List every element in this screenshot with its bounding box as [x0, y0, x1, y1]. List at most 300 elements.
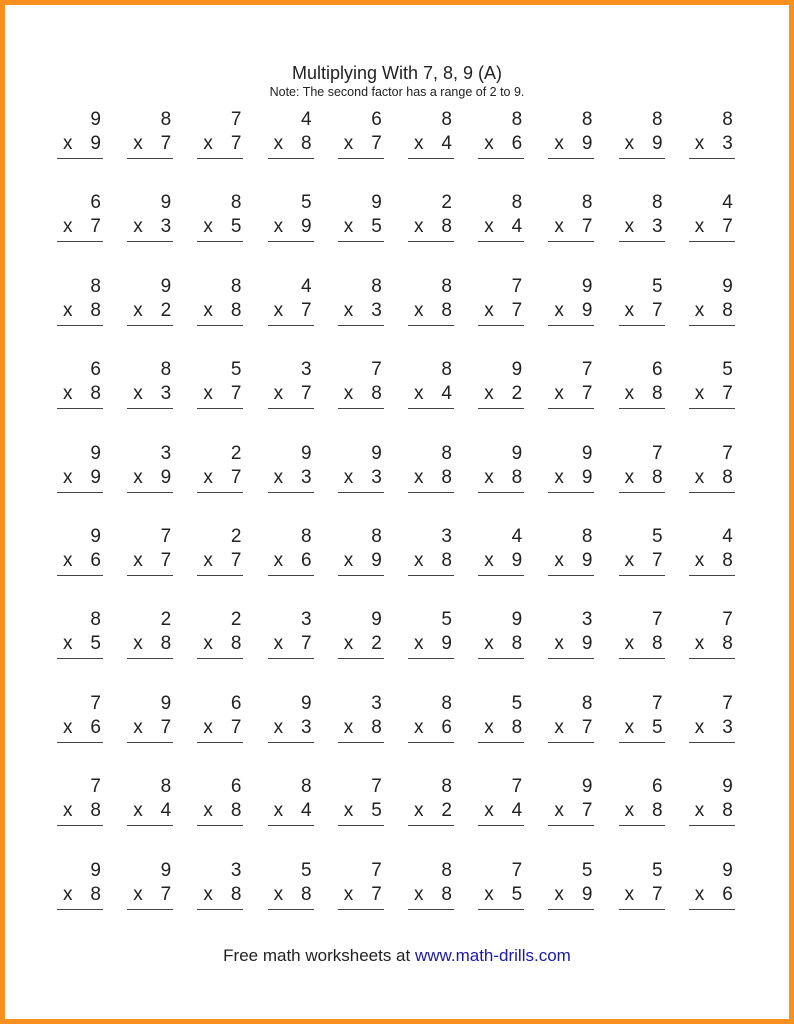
- answer-line: [689, 492, 735, 493]
- multiply-sign: x: [554, 383, 564, 405]
- second-factor: 7: [722, 216, 733, 238]
- first-factor: 7: [160, 525, 172, 547]
- second-factor: 6: [441, 716, 452, 738]
- multiplication-problem: [548, 691, 594, 753]
- multiplication-problem: [197, 774, 243, 836]
- first-factor: 4: [301, 109, 312, 130]
- multiply-sign: x: [554, 299, 564, 321]
- first-factor: 2: [230, 609, 242, 631]
- multiply-sign: x: [63, 633, 73, 655]
- second-factor: 9: [511, 549, 523, 571]
- multiplication-problem: [338, 858, 384, 920]
- first-factor: 6: [230, 692, 242, 714]
- first-factor: 9: [301, 442, 312, 464]
- multiply-sign: x: [624, 216, 635, 238]
- first-factor: 9: [722, 859, 733, 881]
- answer-line: [268, 158, 314, 159]
- multiply-sign: x: [203, 133, 213, 154]
- second-factor: 9: [581, 883, 593, 905]
- first-factor: 8: [371, 525, 382, 547]
- multiply-sign: x: [63, 299, 73, 321]
- second-factor: 7: [652, 549, 663, 571]
- answer-line: [408, 241, 454, 242]
- first-factor: 8: [581, 109, 593, 130]
- multiply-sign: x: [554, 800, 564, 822]
- multiply-sign: x: [133, 633, 143, 655]
- first-factor: 8: [441, 692, 452, 714]
- multiply-sign: x: [343, 633, 354, 655]
- multiply-sign: x: [484, 466, 494, 488]
- multiplication-problem: [548, 607, 594, 669]
- multiplication-problem: [268, 524, 314, 586]
- multiplication-problem: [689, 691, 735, 753]
- first-factor: 4: [301, 275, 312, 297]
- multiply-sign: x: [343, 466, 354, 488]
- multiply-sign: x: [414, 216, 424, 238]
- answer-line: [268, 492, 314, 493]
- multiply-sign: x: [63, 549, 73, 571]
- second-factor: 8: [652, 466, 663, 488]
- answer-line: [338, 408, 384, 409]
- answer-line: [338, 658, 384, 659]
- second-factor: 7: [230, 133, 242, 154]
- multiply-sign: x: [203, 549, 213, 571]
- multiplication-problem: [57, 524, 103, 586]
- second-factor: 4: [301, 800, 312, 822]
- first-factor: 6: [371, 109, 382, 130]
- answer-line: [408, 575, 454, 576]
- first-factor: 3: [581, 609, 593, 631]
- multiplication-problem: [57, 357, 103, 419]
- answer-line: [197, 408, 243, 409]
- first-factor: 3: [230, 859, 242, 881]
- multiply-sign: x: [133, 716, 143, 738]
- first-factor: 8: [160, 109, 172, 130]
- second-factor: 8: [511, 633, 523, 655]
- multiplication-problem: [57, 858, 103, 920]
- multiply-sign: x: [343, 549, 354, 571]
- answer-line: [408, 492, 454, 493]
- multiplication-problem: [478, 441, 524, 503]
- multiplication-problem: [619, 274, 665, 336]
- first-factor: 8: [441, 859, 452, 881]
- multiply-sign: x: [624, 383, 635, 405]
- answer-line: [689, 158, 735, 159]
- answer-line: [408, 825, 454, 826]
- multiply-sign: x: [484, 549, 494, 571]
- answer-line: [57, 825, 103, 826]
- multiplication-problem: [408, 190, 454, 252]
- second-factor: 3: [160, 216, 172, 238]
- first-factor: 7: [652, 609, 663, 631]
- multiply-sign: x: [624, 716, 635, 738]
- answer-line: [548, 158, 594, 159]
- multiply-sign: x: [133, 383, 143, 405]
- answer-line: [57, 909, 103, 910]
- first-factor: 6: [652, 776, 663, 798]
- first-factor: 7: [652, 692, 663, 714]
- second-factor: 7: [160, 133, 172, 154]
- multiplication-problem: [127, 858, 173, 920]
- multiplication-problem: [268, 274, 314, 336]
- multiply-sign: x: [63, 800, 73, 822]
- second-factor: 9: [301, 216, 312, 238]
- multiplication-problem: [268, 774, 314, 836]
- multiply-sign: x: [554, 466, 564, 488]
- answer-line: [689, 742, 735, 743]
- second-factor: 8: [722, 466, 733, 488]
- multiplication-problem: [127, 441, 173, 503]
- multiply-sign: x: [554, 716, 564, 738]
- multiplication-problem: [57, 774, 103, 836]
- multiplication-problem: [478, 858, 524, 920]
- first-factor: 3: [301, 609, 312, 631]
- problem-row: [57, 441, 737, 524]
- second-factor: 8: [371, 716, 382, 738]
- multiplication-problem: [197, 858, 243, 920]
- answer-line: [548, 492, 594, 493]
- multiply-sign: x: [694, 633, 705, 655]
- multiply-sign: x: [694, 299, 705, 321]
- first-factor: 9: [160, 859, 172, 881]
- multiply-sign: x: [694, 216, 705, 238]
- first-factor: 9: [371, 442, 382, 464]
- second-factor: 9: [90, 133, 101, 154]
- multiplication-problem: [619, 607, 665, 669]
- answer-line: [127, 408, 173, 409]
- multiplication-problem: [57, 190, 103, 252]
- second-factor: 6: [301, 549, 312, 571]
- second-factor: 8: [652, 800, 663, 822]
- second-factor: 6: [90, 549, 101, 571]
- first-factor: 7: [511, 776, 523, 798]
- first-factor: 5: [652, 275, 663, 297]
- second-factor: 3: [301, 716, 312, 738]
- answer-line: [478, 492, 524, 493]
- answer-line: [619, 241, 665, 242]
- answer-line: [478, 325, 524, 326]
- answer-line: [127, 158, 173, 159]
- second-factor: 5: [371, 216, 382, 238]
- first-factor: 8: [160, 776, 172, 798]
- multiplication-problem: [478, 107, 524, 169]
- second-factor: 8: [301, 133, 312, 154]
- multiply-sign: x: [63, 466, 73, 488]
- multiply-sign: x: [414, 883, 424, 905]
- second-factor: 8: [371, 383, 382, 405]
- multiply-sign: x: [63, 133, 73, 154]
- multiply-sign: x: [133, 299, 143, 321]
- problem-row: [57, 274, 737, 357]
- answer-line: [619, 325, 665, 326]
- answer-line: [548, 575, 594, 576]
- second-factor: 9: [160, 466, 172, 488]
- multiplication-problem: [478, 524, 524, 586]
- multiplication-problem: [197, 107, 243, 169]
- multiplication-problem: [548, 524, 594, 586]
- multiply-sign: x: [624, 299, 635, 321]
- multiplication-problem: [689, 274, 735, 336]
- multiply-sign: x: [343, 299, 354, 321]
- second-factor: 8: [511, 716, 523, 738]
- answer-line: [689, 241, 735, 242]
- multiply-sign: x: [624, 466, 635, 488]
- answer-line: [548, 408, 594, 409]
- multiply-sign: x: [694, 383, 705, 405]
- problem-row: [57, 357, 737, 440]
- first-factor: 8: [301, 776, 312, 798]
- multiplication-problem: [619, 691, 665, 753]
- second-factor: 3: [722, 133, 733, 154]
- second-factor: 7: [160, 549, 172, 571]
- first-factor: 5: [652, 525, 663, 547]
- first-factor: 8: [301, 525, 312, 547]
- answer-line: [197, 241, 243, 242]
- multiplication-problem: [689, 441, 735, 503]
- first-factor: 5: [511, 692, 523, 714]
- first-factor: 9: [90, 109, 101, 130]
- answer-line: [689, 408, 735, 409]
- answer-line: [408, 658, 454, 659]
- second-factor: 7: [160, 716, 172, 738]
- first-factor: 9: [90, 859, 101, 881]
- answer-line: [57, 408, 103, 409]
- answer-line: [689, 575, 735, 576]
- answer-line: [689, 658, 735, 659]
- first-factor: 7: [511, 275, 523, 297]
- answer-line: [268, 575, 314, 576]
- multiplication-problem: [619, 107, 665, 169]
- multiplication-problem: [338, 107, 384, 169]
- second-factor: 7: [581, 216, 593, 238]
- multiply-sign: x: [694, 549, 705, 571]
- answer-line: [338, 825, 384, 826]
- first-factor: 9: [90, 525, 101, 547]
- multiplication-problem: [127, 274, 173, 336]
- first-factor: 9: [371, 192, 382, 214]
- multiplication-problem: [408, 607, 454, 669]
- multiply-sign: x: [414, 466, 424, 488]
- multiply-sign: x: [624, 800, 635, 822]
- multiplication-problem: [619, 774, 665, 836]
- multiply-sign: x: [484, 716, 494, 738]
- multiplication-problem: [619, 357, 665, 419]
- second-factor: 2: [511, 383, 523, 405]
- second-factor: 9: [652, 133, 663, 154]
- math-drills-link[interactable]: www.math-drills.com: [414, 946, 571, 965]
- first-factor: 7: [90, 776, 101, 798]
- multiplication-problem: [127, 774, 173, 836]
- first-factor: 9: [581, 442, 593, 464]
- second-factor: 7: [301, 299, 312, 321]
- second-factor: 4: [511, 800, 523, 822]
- answer-line: [408, 408, 454, 409]
- first-factor: 9: [581, 275, 593, 297]
- first-factor: 3: [441, 525, 452, 547]
- multiply-sign: x: [624, 133, 635, 154]
- multiply-sign: x: [694, 800, 705, 822]
- first-factor: 4: [722, 525, 733, 547]
- answer-line: [197, 575, 243, 576]
- answer-line: [689, 909, 735, 910]
- answer-line: [548, 909, 594, 910]
- multiply-sign: x: [414, 299, 424, 321]
- second-factor: 4: [441, 383, 452, 405]
- answer-line: [548, 825, 594, 826]
- multiply-sign: x: [414, 633, 424, 655]
- answer-line: [338, 241, 384, 242]
- first-factor: 8: [441, 359, 452, 381]
- second-factor: 7: [511, 299, 523, 321]
- answer-line: [619, 492, 665, 493]
- multiplication-problem: [197, 607, 243, 669]
- multiply-sign: x: [414, 549, 424, 571]
- first-factor: 2: [230, 442, 242, 464]
- first-factor: 7: [371, 776, 382, 798]
- first-factor: 4: [722, 192, 733, 214]
- multiplication-problem: [197, 190, 243, 252]
- multiply-sign: x: [624, 633, 635, 655]
- first-factor: 9: [722, 275, 733, 297]
- multiplication-problem: [197, 524, 243, 586]
- second-factor: 8: [90, 383, 101, 405]
- first-factor: 2: [230, 525, 242, 547]
- answer-line: [197, 825, 243, 826]
- footer: [5, 945, 789, 967]
- second-factor: 8: [230, 299, 242, 321]
- multiply-sign: x: [273, 549, 284, 571]
- second-factor: 7: [652, 299, 663, 321]
- second-factor: 7: [581, 716, 593, 738]
- first-factor: 8: [511, 109, 523, 130]
- second-factor: 9: [581, 133, 593, 154]
- multiply-sign: x: [484, 800, 494, 822]
- multiplication-problem: [127, 524, 173, 586]
- multiply-sign: x: [554, 216, 564, 238]
- multiplication-problem: [548, 107, 594, 169]
- multiply-sign: x: [133, 883, 143, 905]
- multiplication-problem: [619, 190, 665, 252]
- first-factor: 5: [722, 359, 733, 381]
- multiplication-problem: [689, 524, 735, 586]
- first-factor: 7: [722, 442, 733, 464]
- first-factor: 7: [511, 859, 523, 881]
- answer-line: [478, 158, 524, 159]
- answer-line: [548, 241, 594, 242]
- answer-line: [57, 158, 103, 159]
- worksheet-note: Note: The second factor has a range of 2 to 9.: [269, 85, 525, 99]
- answer-line: [127, 575, 173, 576]
- multiplication-problem: [268, 441, 314, 503]
- answer-line: [619, 825, 665, 826]
- first-factor: 7: [371, 359, 382, 381]
- multiply-sign: x: [203, 383, 213, 405]
- multiplication-problem: [268, 858, 314, 920]
- second-factor: 8: [722, 800, 733, 822]
- answer-line: [478, 575, 524, 576]
- second-factor: 7: [230, 383, 242, 405]
- first-factor: 8: [160, 359, 172, 381]
- second-factor: 9: [581, 633, 593, 655]
- multiply-sign: x: [343, 383, 354, 405]
- answer-line: [478, 825, 524, 826]
- multiply-sign: x: [63, 216, 73, 238]
- multiply-sign: x: [273, 800, 284, 822]
- answer-line: [127, 325, 173, 326]
- multiply-sign: x: [273, 466, 284, 488]
- multiply-sign: x: [484, 383, 494, 405]
- first-factor: 3: [301, 359, 312, 381]
- second-factor: 3: [160, 383, 172, 405]
- answer-line: [127, 825, 173, 826]
- multiply-sign: x: [484, 883, 494, 905]
- answer-line: [57, 658, 103, 659]
- multiply-sign: x: [694, 883, 705, 905]
- second-factor: 9: [371, 549, 382, 571]
- multiply-sign: x: [203, 716, 213, 738]
- first-factor: 7: [371, 859, 382, 881]
- second-factor: 5: [652, 716, 663, 738]
- second-factor: 8: [230, 883, 242, 905]
- answer-line: [548, 658, 594, 659]
- multiplication-problem: [478, 357, 524, 419]
- second-factor: 8: [441, 299, 452, 321]
- multiplication-problem: [408, 524, 454, 586]
- multiplication-problem: [619, 858, 665, 920]
- second-factor: 9: [90, 466, 101, 488]
- multiply-sign: x: [203, 299, 213, 321]
- multiply-sign: x: [554, 133, 564, 154]
- multiply-sign: x: [203, 633, 213, 655]
- answer-line: [338, 325, 384, 326]
- multiply-sign: x: [624, 549, 635, 571]
- first-factor: 7: [722, 692, 733, 714]
- second-factor: 7: [301, 383, 312, 405]
- problem-row: [57, 774, 737, 857]
- multiplication-problem: [478, 190, 524, 252]
- multiplication-problem: [408, 691, 454, 753]
- second-factor: 7: [301, 633, 312, 655]
- second-factor: 2: [371, 633, 382, 655]
- multiply-sign: x: [484, 633, 494, 655]
- multiply-sign: x: [203, 466, 213, 488]
- multiply-sign: x: [273, 633, 284, 655]
- second-factor: 8: [301, 883, 312, 905]
- answer-line: [197, 158, 243, 159]
- second-factor: 2: [160, 299, 172, 321]
- answer-line: [548, 325, 594, 326]
- first-factor: 3: [160, 442, 172, 464]
- multiply-sign: x: [343, 800, 354, 822]
- multiplication-problem: [127, 691, 173, 753]
- multiply-sign: x: [484, 299, 494, 321]
- answer-line: [338, 492, 384, 493]
- problem-row: [57, 107, 737, 190]
- multiplication-problem: [408, 357, 454, 419]
- multiplication-problem: [338, 691, 384, 753]
- problem-grid: [57, 107, 737, 941]
- first-factor: 5: [301, 192, 312, 214]
- answer-line: [619, 575, 665, 576]
- second-factor: 6: [511, 133, 523, 154]
- second-factor: 9: [581, 466, 593, 488]
- multiplication-problem: [478, 274, 524, 336]
- multiplication-problem: [689, 607, 735, 669]
- second-factor: 4: [160, 800, 172, 822]
- multiplication-problem: [338, 774, 384, 836]
- second-factor: 5: [230, 216, 242, 238]
- multiplication-problem: [689, 774, 735, 836]
